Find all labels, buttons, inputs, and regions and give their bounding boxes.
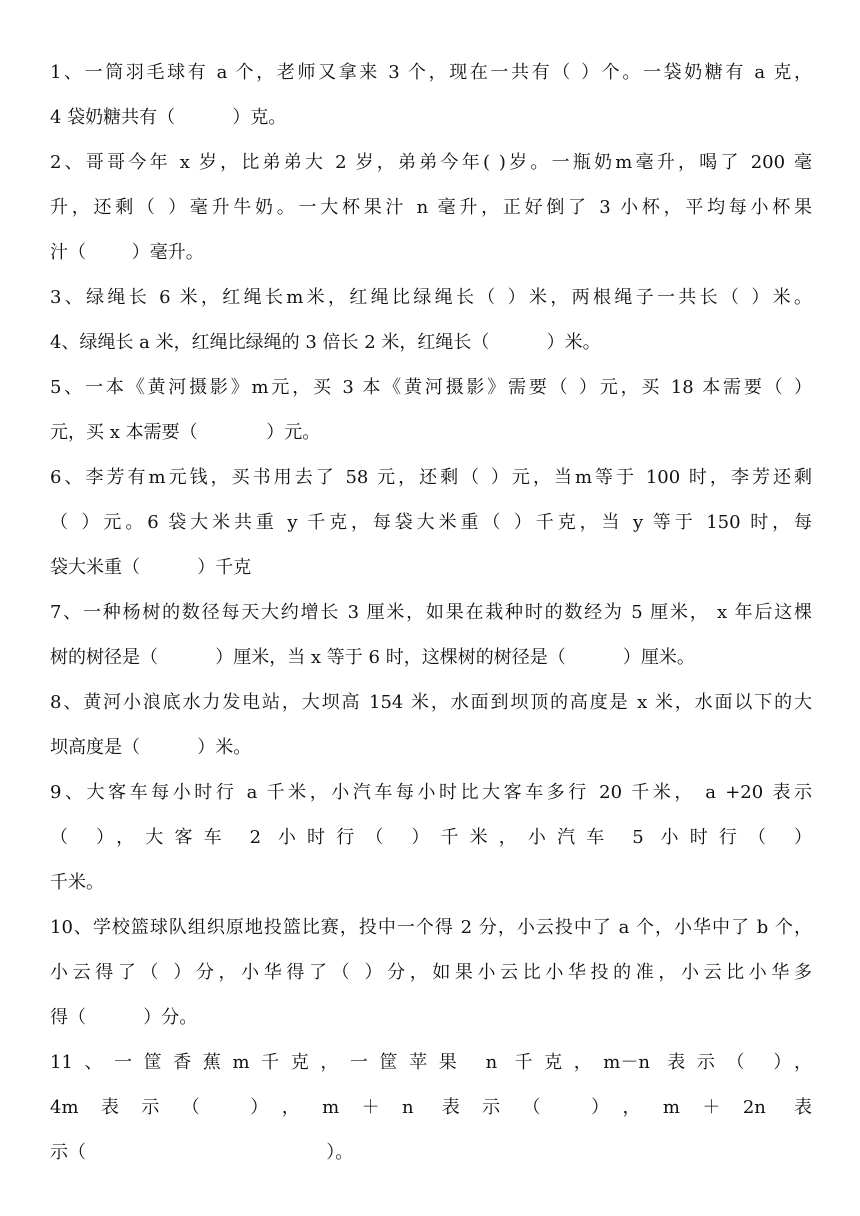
- question-1-line-2: 4 袋奶糖共有（ ）克。: [50, 107, 287, 128]
- question-4-line-1: 4、绿绳长 a 米，红绳比绿绳的 3 倍长 2 米，红绳长（ ）米。: [50, 332, 601, 353]
- question-6-line-2: （ ）元。6 袋大米共重 y 千克，每袋大米重（ ）千克，当 y 等于 150 时，每: [50, 512, 812, 533]
- question-8-line-2: 坝高度是（ ）米。: [50, 737, 252, 758]
- question-11-line-1: 11、一筐香蕉m千克，一筐苹果 n 千克，m－n 表示（ ），: [50, 1052, 812, 1073]
- question-2-line-1: 2、哥哥今年 x 岁，比弟弟大 2 岁，弟弟今年( )岁。一瓶奶m毫升，喝了 200 毫: [50, 152, 812, 173]
- question-2-line-2: 升，还剩（ ）毫升牛奶。一大杯果汁 n 毫升，正好倒了 3 小杯，平均每小杯果: [50, 197, 812, 218]
- question-7-line-1: 7、一种杨树的数径每天大约增长 3 厘米，如果在栽种时的数经为 5 厘米， x 年后这棵: [50, 602, 812, 623]
- question-5-line-1: 5、一本《黄河摄影》m元，买 3 本《黄河摄影》需要（ ）元，买 18 本需要（ ）: [50, 377, 812, 398]
- question-11-line-3: 示（ ）。: [50, 1142, 354, 1163]
- question-6-line-1: 6、李芳有m元钱，买书用去了 58 元，还剩（ ）元，当m等于 100 时，李芳还剩: [50, 467, 812, 488]
- question-10-line-3: 得（ ）分。: [50, 1007, 198, 1028]
- question-11-line-2: 4m表示（ ），m＋n 表示（ ），m＋2n 表: [50, 1097, 812, 1118]
- worksheet: [50, 50, 812, 1175]
- question-7-line-2: 树的树径是（ ）厘米，当 x 等于 6 时，这棵树的树径是（ ）厘米。: [50, 647, 695, 668]
- question-10-line-1: 10、学校篮球队组织原地投篮比赛，投中一个得 2 分，小云投中了 a 个，小华中了 b 个，: [50, 917, 812, 938]
- question-10-line-2: 小云得了（ ）分，小华得了（ ）分，如果小云比小华投的准，小云比小华多: [50, 962, 812, 983]
- question-9-line-1: 9、大客车每小时行 a 千米，小汽车每小时比大客车多行 20 千米， a +20 表示: [50, 782, 812, 803]
- question-2-line-3: 汁（ ）毫升。: [50, 242, 204, 263]
- question-5-line-2: 元，买 x 本需要（ ）元。: [50, 422, 321, 443]
- question-8-line-1: 8、黄河小浪底水力发电站，大坝高 154 米，水面到坝顶的高度是 x 米，水面以下的大: [50, 692, 812, 713]
- question-6-line-3: 袋大米重（ ）千克: [50, 557, 252, 578]
- question-1-line-1: 1、一筒羽毛球有 a 个，老师又拿来 3 个，现在一共有（ ）个。一袋奶糖有 a 克，: [50, 62, 812, 83]
- question-3-line-1: 3、绿绳长 6 米，红绳长m米，红绳比绿绳长（ ）米，两根绳子一共长（ ）米。: [50, 287, 812, 308]
- question-9-line-3: 千米。: [50, 872, 104, 893]
- question-9-line-2: （ ），大客车 2 小时行（ ）千米，小汽车 5 小时行（ ）: [50, 827, 812, 848]
